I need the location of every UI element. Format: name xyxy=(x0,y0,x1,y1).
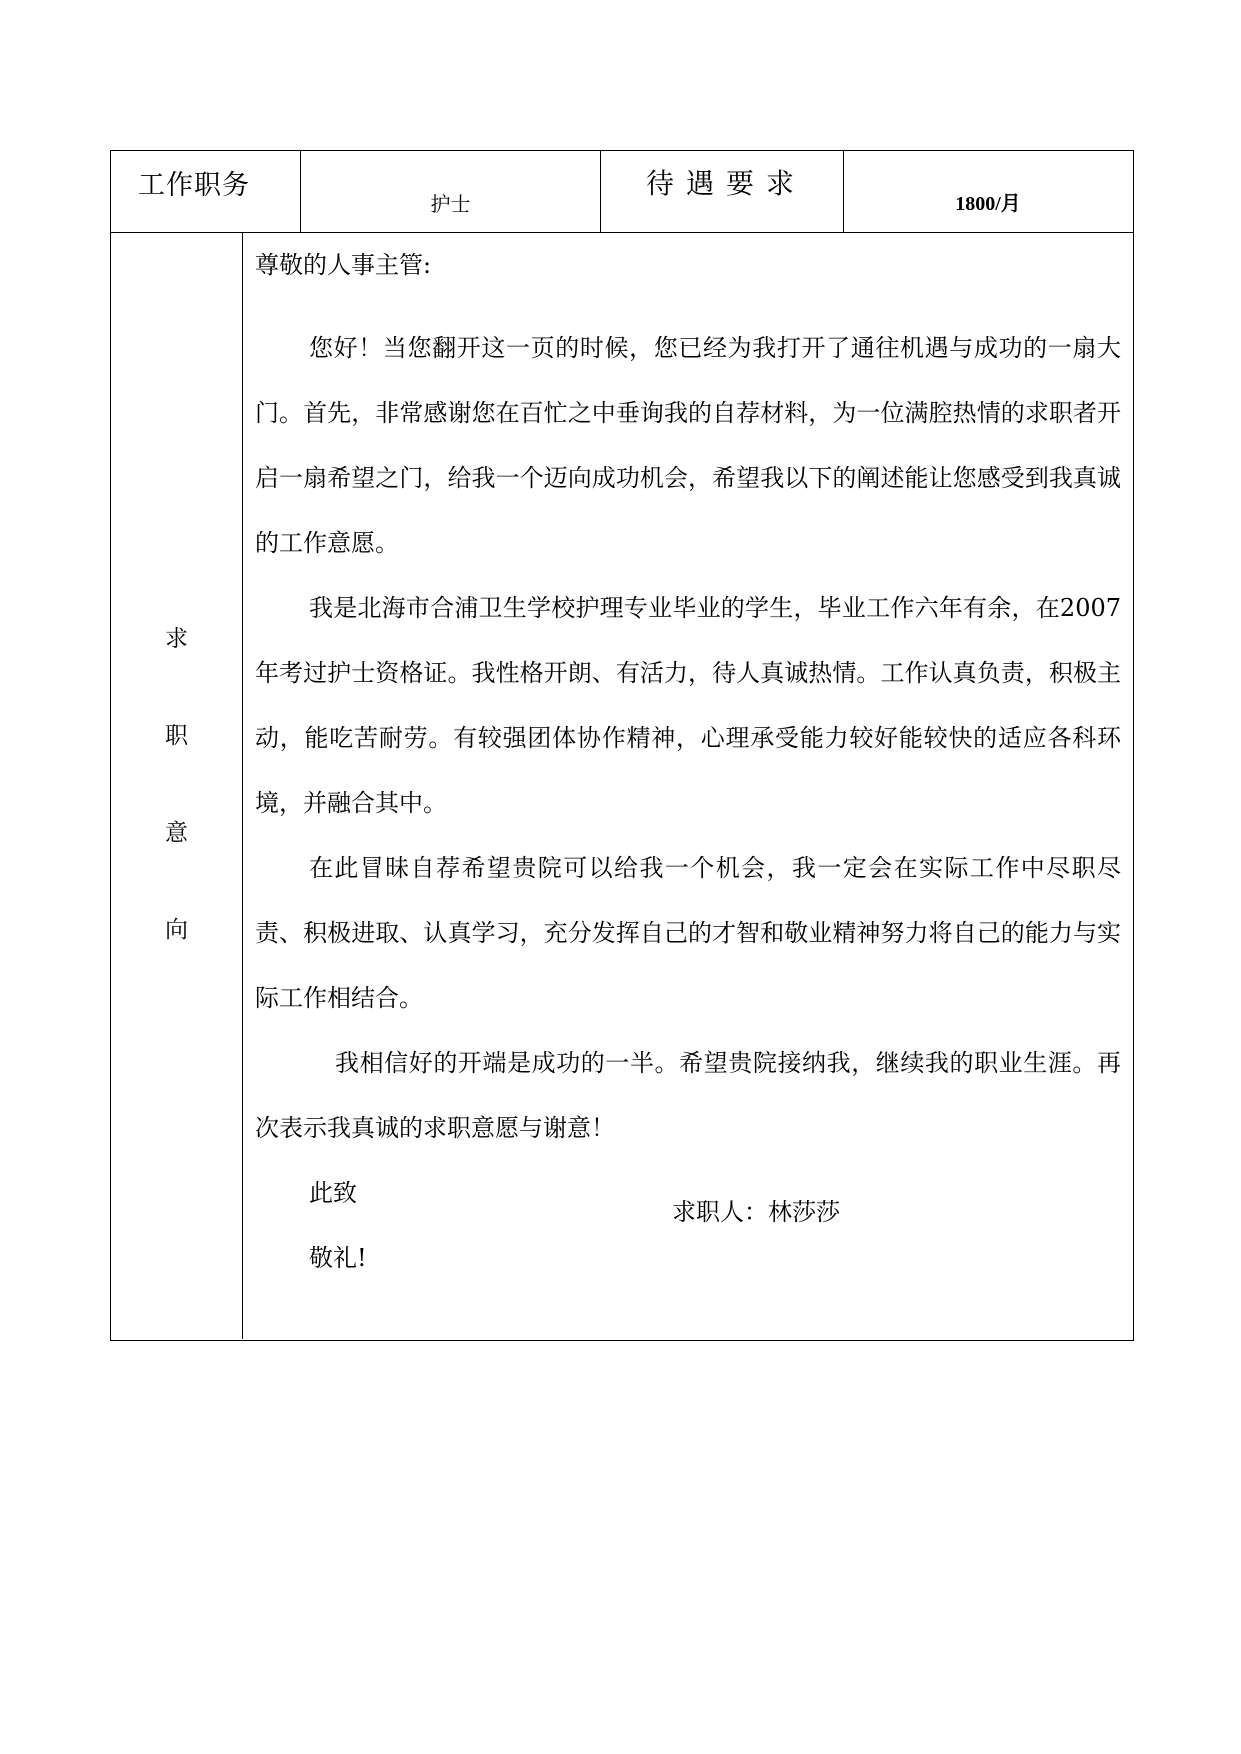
job-intention-char-3: 意 xyxy=(165,820,188,846)
letter-paragraph: 在此冒昧自荐希望贵院可以给我一个机会，我一定会在实际工作中尽职尽责、积极进取、认真学习，充分发挥自己的才智和敬业精神努力将自己的能力与实际工作相结合。 xyxy=(255,854,1121,1012)
salary-requirement-value-cell xyxy=(844,151,1132,232)
letter-paragraph: 我相信好的开端是成功的一半。希望贵院接纳我，继续我的职业生涯。再次表示我真诚的求职意愿与谢意！ xyxy=(255,1049,1121,1142)
letter-salutation: 尊敬的人事主管: xyxy=(255,251,432,279)
header-row xyxy=(111,151,1133,233)
letter-paragraph: 我是北海市合浦卫生学校护理专业毕业的学生，毕业工作六年有余，在2007年考过护士资格证。我性格开朗、有活力，待人真诚热情。工作认真负责，积极主动，能吃苦耐劳。有较强团体协作精神，心理承受能力较好能较快的适应各科环境，并融合其中。 xyxy=(255,594,1121,817)
salary-requirement-value: 1800/月 xyxy=(955,193,1021,215)
letter-paragraph: 您好！当您翻开这一页的时候，您已经为我打开了通往机遇与成功的一扇大门。首先，非常感谢您在百忙之中垂询我的自荐材料，为一位满腔热情的求职者开启一扇希望之门，给我一个迈向成功机会，希望我以下的阐述能让您感受到我真诚的工作意愿。 xyxy=(255,334,1121,557)
job-title-value-cell xyxy=(301,151,601,232)
body-row xyxy=(111,233,1133,1339)
letter-closing-1: 此致 xyxy=(309,1179,357,1207)
job-intention-char-1: 求 xyxy=(165,626,188,652)
job-intention-char-4: 向 xyxy=(165,917,188,943)
salary-requirement-label-cell xyxy=(601,151,844,232)
salary-requirement-label: 待遇要求 xyxy=(645,167,806,200)
cover-letter-cell xyxy=(243,233,1132,1339)
job-intention-char-2: 职 xyxy=(165,723,188,749)
job-intention-label-cell xyxy=(111,233,243,1339)
job-title-label-cell xyxy=(111,151,301,232)
job-title-value: 护士 xyxy=(430,192,471,216)
job-title-label: 工作职务 xyxy=(138,170,250,201)
application-form-table xyxy=(110,150,1134,1341)
cover-letter xyxy=(255,251,1121,1291)
letter-signature: 求职人：林莎莎 xyxy=(672,1198,840,1226)
letter-closing-2: 敬礼! xyxy=(309,1244,367,1272)
